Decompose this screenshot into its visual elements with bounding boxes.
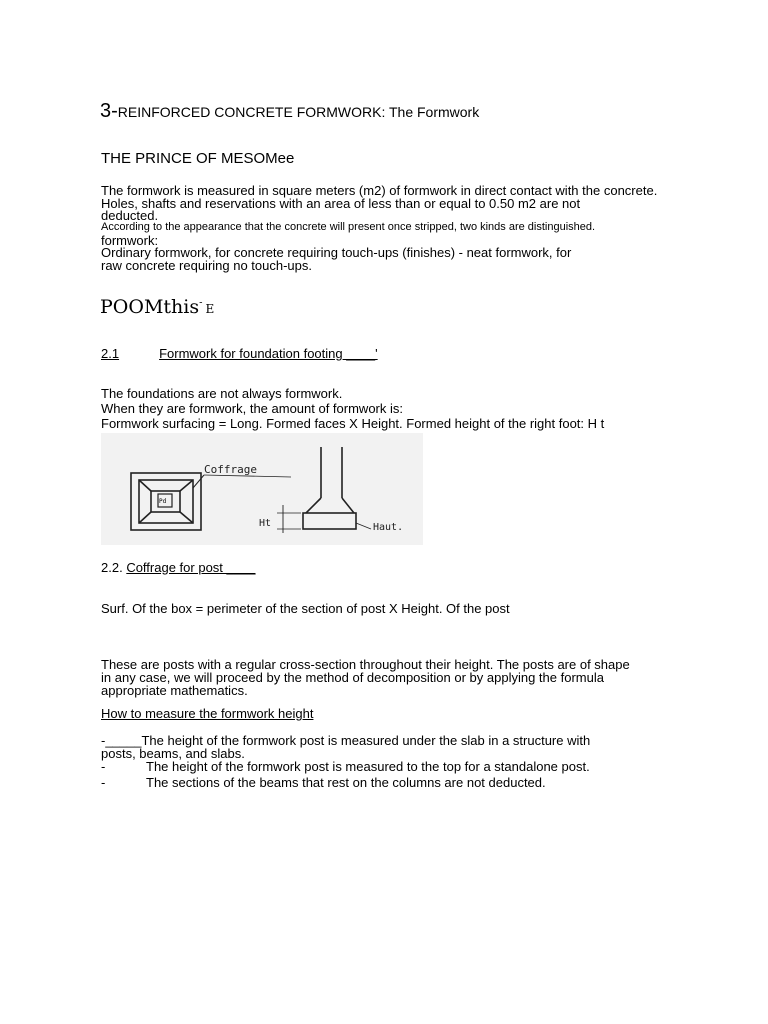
label-ht: Ht (259, 518, 272, 529)
measure-item-1-cont: posts, beams, and slabs. (101, 746, 245, 761)
measure-item-1-prefix: -_____ (101, 733, 142, 748)
intro-line-6: Ordinary formwork, for concrete requiring touch-ups (finishes) - neat formwork, for (101, 245, 572, 260)
footing-elevation-view (303, 447, 356, 529)
poom-main: POOMthis (100, 296, 200, 318)
measure-item-1-text: The height of the formwork post is measured under the slab in a structure with (141, 733, 591, 748)
label-coffrage: Coffrage (204, 463, 257, 476)
section-2-1-line-3: Formwork surfacing = Long. Formed faces X Height. Formed height of the right foot: H t (101, 416, 605, 431)
label-pd: Pd (159, 498, 167, 505)
document-subtitle: THE PRINCE OF MESOMee (101, 150, 295, 167)
measure-item-3-prefix: - (101, 775, 106, 790)
intro-line-3: deducted. (101, 208, 159, 223)
section-2-2-para-1: These are posts with a regular cross-section throughout their height. The posts are of shape (101, 657, 630, 672)
footing-diagram (101, 433, 423, 545)
intro-line-2: Holes, shafts and reservations with an area of less than or equal to 0.50 m2 are not (101, 196, 581, 211)
label-haut: Haut. (373, 522, 404, 533)
poom-small: E (205, 302, 215, 316)
measure-item-3-text: The sections of the beams that rest on the columns are not deducted. (146, 775, 546, 790)
intro-line-5: formwork: (101, 233, 159, 248)
intro-line-7: raw concrete requiring no touch-ups. (101, 258, 313, 273)
coffrage-leader-line (193, 475, 204, 488)
footing-diagram-svg (101, 433, 423, 545)
title-number: 3- (100, 100, 118, 122)
section-2-1-title: Formwork for foundation footing ____' (159, 346, 378, 361)
intro-line-1: The formwork is measured in square meters (m2) of formwork in direct contact with the concrete. (101, 183, 658, 198)
section-2-1-line-2: When they are formwork, the amount of formwork is: (101, 401, 403, 416)
measure-heading: How to measure the formwork height (101, 706, 314, 721)
section-2-1-line-1: The foundations are not always formwork. (101, 386, 343, 401)
section-2-2-line-1: Surf. Of the box = perimeter of the section of post X Height. Of the post (101, 601, 510, 616)
measure-item-2-text: The height of the formwork post is measured to the top for a standalone post. (146, 759, 590, 774)
section-2-1-number: 2.1 (101, 346, 120, 361)
poom-sup: - (199, 297, 203, 309)
section-2-1-heading (101, 347, 378, 360)
section-2-2-para-3: appropriate mathematics. (101, 683, 248, 698)
document-title (100, 100, 479, 123)
measure-item-2-prefix: - (101, 759, 106, 774)
title-text: REINFORCED CONCRETE FORMWORK: The Formwork (117, 104, 480, 120)
poom-heading (100, 296, 214, 318)
section-2-2-heading (101, 561, 255, 574)
section-2-2-title: Coffrage for post ____ (126, 560, 256, 575)
intro-line-4: According to the appearance that the concrete will present once stripped, two kinds are distinguished. (101, 221, 596, 233)
section-2-2-para-2: in any case, we will proceed by the method of decomposition or by applying the formula (101, 670, 604, 685)
section-2-2-number: 2.2. (101, 560, 123, 575)
